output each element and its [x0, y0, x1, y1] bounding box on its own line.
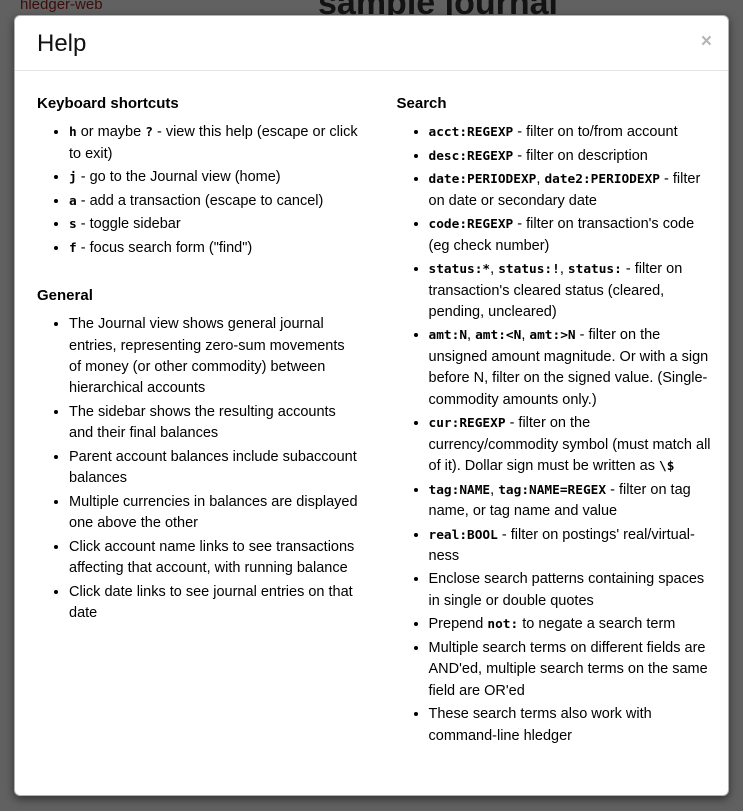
section-heading-search: Search [396, 95, 447, 113]
list-item [429, 325, 719, 411]
list-item [429, 214, 719, 257]
text-segment: - toggle sidebar [76, 216, 181, 233]
text-segment: - filter on date or secondary date [428, 171, 701, 209]
section-heading-general: General [37, 287, 93, 305]
text-segment: , [490, 261, 499, 278]
code-term: amt:N [428, 328, 468, 344]
help-modal [14, 15, 729, 796]
code-term: \$ [658, 459, 675, 475]
code-term: s [69, 217, 77, 233]
list-item [69, 238, 359, 259]
text-segment: , [490, 481, 499, 498]
text-segment: - filter on description [513, 147, 648, 164]
list-item [69, 402, 359, 445]
list-item [69, 122, 359, 165]
text-segment: Click date links to see journal entries on that date [69, 583, 353, 621]
text-segment: , [467, 327, 476, 344]
text-segment: , [559, 261, 568, 278]
modal-title: Help [37, 30, 87, 57]
text-segment: Enclose search patterns containing spaces in single or double quotes [428, 571, 705, 609]
text-segment: , [536, 171, 545, 188]
code-term: desc:REGEXP [428, 148, 514, 164]
code-term: code:REGEXP [428, 217, 514, 233]
text-segment: - filter on postings' real/virtual-ness [428, 526, 695, 564]
code-term: tag:NAME=REGEX [498, 482, 607, 498]
list-item [69, 447, 359, 490]
code-term: status:* [428, 262, 491, 278]
code-term: date2:PERIODEXP [544, 172, 661, 188]
list-item [429, 146, 719, 167]
list-item [429, 704, 719, 747]
modal-body [15, 71, 728, 765]
text-segment: - filter on transaction's cleared status (cleared, pending, uncleared) [428, 261, 683, 321]
right-column [385, 85, 719, 755]
code-term: date:PERIODEXP [428, 172, 537, 188]
section-heading-keyboard-shortcuts: Keyboard shortcuts [37, 95, 179, 113]
list-item [69, 492, 359, 535]
general-list [25, 314, 359, 624]
code-term: j [69, 170, 77, 186]
list-item [429, 169, 719, 212]
code-term: status:! [498, 262, 560, 278]
text-segment: - filter on tag name, or tag name and value [428, 481, 691, 520]
text-segment: - filter on transaction's code (eg check number) [428, 216, 695, 254]
code-term: real:BOOL [428, 527, 498, 543]
text-segment: Click account name links to see transactions affecting that account, with running balance [69, 538, 355, 577]
code-term: acct:REGEXP [428, 125, 514, 141]
list-item [429, 259, 719, 323]
text-segment: The sidebar shows the resulting accounts and their final balances [69, 403, 336, 442]
left-column [25, 85, 359, 755]
text-segment: Parent account balances include subaccount balances [69, 448, 357, 487]
code-term: cur:REGEXP [428, 416, 506, 432]
text-segment: or maybe [76, 124, 146, 141]
list-item [429, 569, 719, 612]
text-segment: Multiple currencies in balances are displayed one above the other [69, 493, 358, 532]
text-segment: - filter on the currency/commodity symbol (must match all of it). Dollar sign must be written as [428, 415, 711, 475]
list-item [69, 537, 359, 580]
code-term: amt:<N [475, 328, 522, 344]
list-item [429, 122, 719, 143]
text-segment: - add a transaction (escape to cancel) [76, 192, 324, 209]
modal-header [15, 16, 728, 71]
code-term: a [69, 193, 77, 209]
code-term: not: [487, 617, 519, 633]
list-item [429, 525, 719, 568]
code-term: ? [145, 125, 153, 141]
text-segment: These search terms also work with command-line hledger [428, 706, 652, 744]
text-segment: , [521, 327, 530, 344]
text-segment: Prepend [428, 616, 488, 633]
text-segment: - filter on to/from account [513, 124, 678, 141]
text-segment: - focus search form ("find") [76, 239, 253, 256]
list-item [69, 214, 359, 235]
list-item [429, 413, 719, 477]
code-term: tag:NAME [428, 482, 491, 498]
list-item [429, 614, 719, 635]
text-segment: - filter on the unsigned amount magnitude. Or with a sign before N, filter on the signed value. (Single-commodity amounts only.) [428, 327, 709, 408]
code-term: status: [567, 262, 622, 278]
list-item [429, 638, 719, 702]
close-icon[interactable]: × [700, 31, 712, 52]
keyboard-shortcuts-list [25, 122, 359, 259]
text-segment: Multiple search terms on different fields are AND'ed, multiple search terms on the same field are OR'ed [428, 639, 708, 699]
code-term: amt:>N [529, 328, 576, 344]
search-list [385, 122, 719, 747]
text-segment: The Journal view shows general journal entries, representing zero-sum movements of money (or other commodity) between hierarchical accounts [69, 316, 345, 397]
text-segment: - view this help (escape or click to exit) [69, 124, 358, 162]
list-item [429, 480, 719, 523]
code-term: f [69, 240, 77, 256]
code-term: h [69, 125, 77, 141]
list-item [69, 582, 359, 625]
list-item [69, 191, 359, 212]
list-item [69, 314, 359, 400]
text-segment: to negate a search term [518, 616, 676, 633]
list-item [69, 167, 359, 188]
text-segment: - go to the Journal view (home) [76, 169, 281, 186]
